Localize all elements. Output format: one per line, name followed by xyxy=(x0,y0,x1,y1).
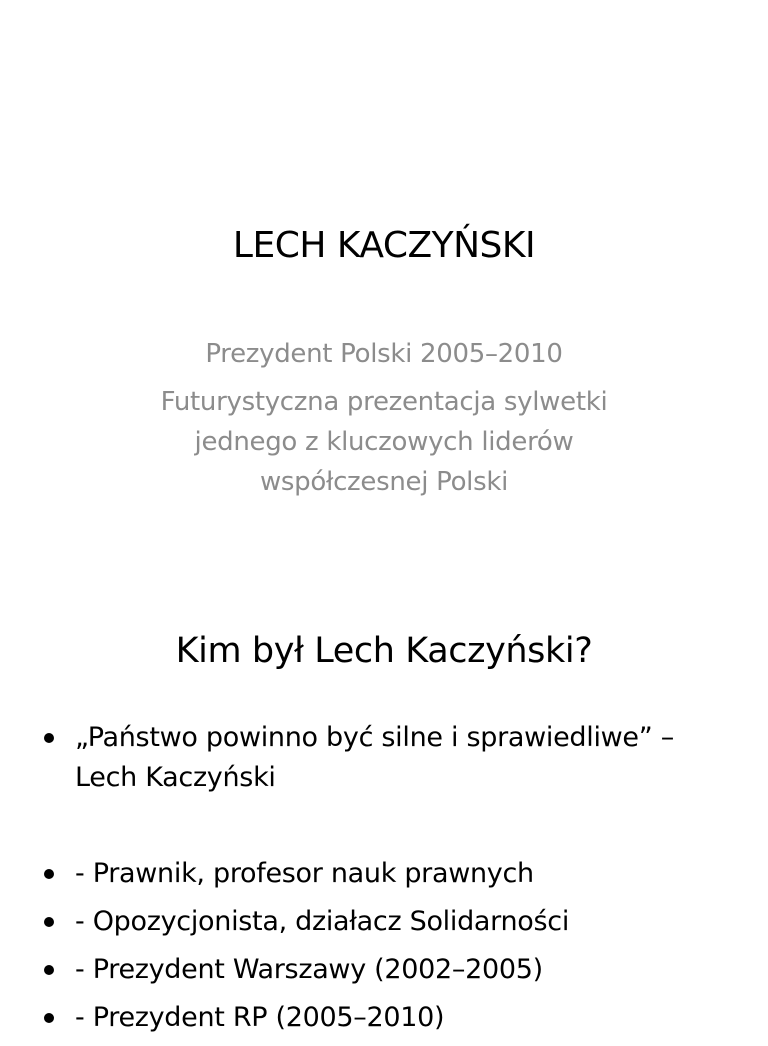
bullet-list xyxy=(40,718,730,1046)
subtitle-line-dates: Prezydent Polski 2005–2010 xyxy=(205,339,563,369)
subtitle-line-description: Futurystyczna prezentacja sylwetki jednego z kluczowych liderów współczesnej Polski xyxy=(160,387,608,497)
bullet-dot-icon xyxy=(44,917,54,927)
bullet-dot-icon xyxy=(44,965,54,975)
bullet-item-opposition xyxy=(40,902,730,942)
bullet-item-warsaw-mayor xyxy=(40,950,730,990)
bullet-item-profession xyxy=(40,854,730,894)
bullet-dot-icon xyxy=(44,1013,54,1023)
bullet-dot-icon xyxy=(44,733,54,743)
bullet-item-president xyxy=(40,998,730,1038)
bullet-text: „Państwo powinno być silne i sprawiedliwe” – Lech Kaczyński xyxy=(75,722,674,793)
bullet-dot-icon xyxy=(44,869,54,879)
bullet-text: - Opozycjonista, działacz Solidarności xyxy=(75,906,570,937)
section-heading: Kim był Lech Kaczyński? xyxy=(175,631,593,671)
slide-title: LECH KACZYŃSKI xyxy=(232,225,536,266)
bullet-text: - Prawnik, profesor nauk prawnych xyxy=(75,858,534,889)
bullet-text: - Prezydent Warszawy (2002–2005) xyxy=(75,954,543,985)
bullet-item-quote xyxy=(40,718,730,798)
bullet-text: - Prezydent RP (2005–2010) xyxy=(75,1002,445,1033)
slide-subtitle xyxy=(110,334,658,502)
